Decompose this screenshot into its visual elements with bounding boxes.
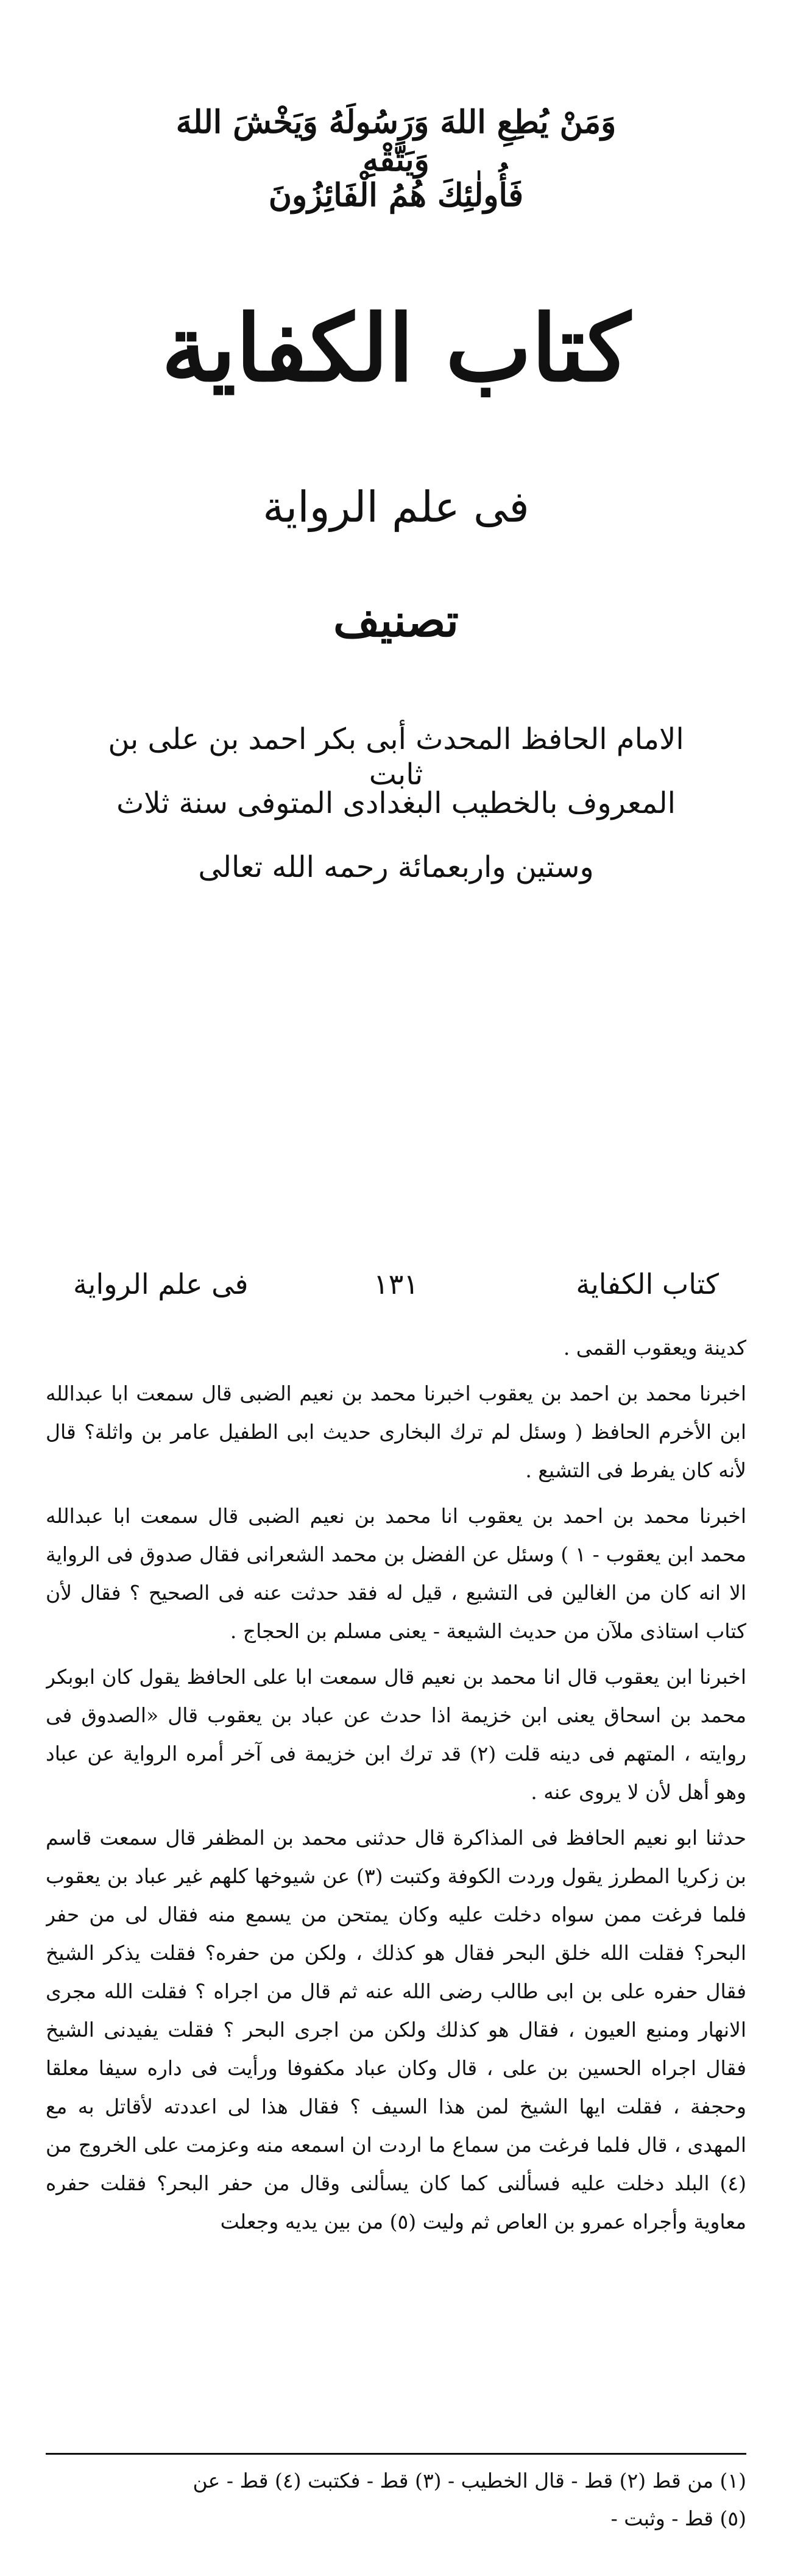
footnote-divider <box>46 2453 746 2455</box>
body-text <box>46 1329 746 2444</box>
paragraph: اخبرنا محمد بن احمد بن يعقوب اخبرنا محمد بن نعيم الضبى قال سمعت ابا عبدالله ابن الأخرم الحافظ ( وسئل لم ترك البخارى حديث ابى الطفيل عامر بن واثلة؟ قال لأنه كان يفرط فى التشيع . <box>46 1382 746 1482</box>
author-line-1: الامام الحافظ المحدث أبى بكر احمد بن على بن ثابت <box>108 722 684 792</box>
book-title: كتاب الكفاية <box>161 295 631 402</box>
author-line-3: وستين واربعمائة رحمه الله تعالى <box>198 850 594 884</box>
header-book-title: كتاب الكفاية <box>576 1268 719 1300</box>
authored-by-label: تصنيف <box>333 595 459 647</box>
paragraph: اخبرنا ابن يعقوب قال انا محمد بن نعيم قال سمعت ابا على الحافظ يقول كان ابوبكر محمد بن اسحاق يعنى ابن خزيمة اذا حدث عن عباد بن يعقوب قال «الصدوق فى روايته ، المتهم فى دينه قلت (٢) قد ترك ابن خزيمة فى آخر أمره الرواية عن عباد وهو أهل لأن لا يروى عنه . <box>46 1665 746 1804</box>
book-subtitle: فى علم الرواية <box>263 482 529 532</box>
footnote-line: (١) من قط (٢) قط - قال الخطيب - (٣) قط - فكتبت (٤) قط - عن <box>193 2469 746 2493</box>
footnotes <box>46 2462 746 2538</box>
quranic-verse-line-2: فَأُولٰئِكَ هُمُ الْفَائِزُونَ <box>268 177 524 214</box>
header-subtitle: فى علم الرواية <box>73 1268 249 1300</box>
paragraph: كدينة ويعقوب القمى . <box>563 1336 746 1360</box>
running-header <box>73 1268 719 1316</box>
author-line-2: المعروف بالخطيب البغدادى المتوفى سنة ثلاث <box>116 786 676 820</box>
paragraph: اخبرنا محمد بن احمد بن يعقوب انا محمد بن نعيم الضبى قال سمعت ابا عبدالله محمد ابن يعقوب - ١ ) وسئل عن الفضل بن محمد الشعرانى فقال صدوق فى الرواية الا انه كان من الغالين فى التشيع ، قيل له فقد حدثت عنه فى الصحيح ؟ فقال لأن كتاب استاذى ملآن من حديث الشيعة - يعنى مسلم بن الحجاج . <box>46 1504 746 1643</box>
page-number: ١٣١ <box>373 1268 419 1300</box>
footnote-line: (٥) قط - وثبت - <box>610 2507 746 2530</box>
paragraph: حدثنا ابو نعيم الحافظ فى المذاكرة قال حدثنى محمد بن المظفر قال سمعت قاسم بن زكريا المطرز يقول وردت الكوفة وكتبت (٣) عن شيوخها كلهم غير عباد بن يعقوب فلما فرغت ممن سواه دخلت عليه وكان يمتحن من يسمع منه فقال لى من حفر البحر؟ فقلت الله خلق البحر فقال هو كذلك ، ولكن من حفره؟ فقلت يذكر الشيخ فقال حفره على بن ابى طالب رضى الله عنه ثم قال من اجراه ؟ فقلت الله مجرى الانهار ومنبع العيون ، فقال هو كذلك ولكن من اجرى البحر ؟ فقلت يفيدنى الشيخ فقال اجراه الحسين بن على ، قال وكان عباد مكفوفا ورأيت فى داره سيفا معلقا وحجفة ، فقلت ايها الشيخ لمن هذا السيف ؟ فقال هذا لى اعددته لأقاتل به مع المهدى ، قال فلما فرغت من سماع ما اردت ان اسمعه منه وعزمت على الخروج من (٤) البلد دخلت عليه فسألنى كما كان يسألنى وقال من حفر البحر؟ فقلت حفره معاوية وأجراه عمرو بن العاص ثم وليت (٥) من بين يديه وجعلت <box>46 1826 746 2234</box>
quranic-verse-line-1: وَمَنْ يُطِعِ اللهَ وَرَسُولَهُ وَيَخْشَ اللهَ وَيَتَّقْهِ <box>175 104 617 179</box>
